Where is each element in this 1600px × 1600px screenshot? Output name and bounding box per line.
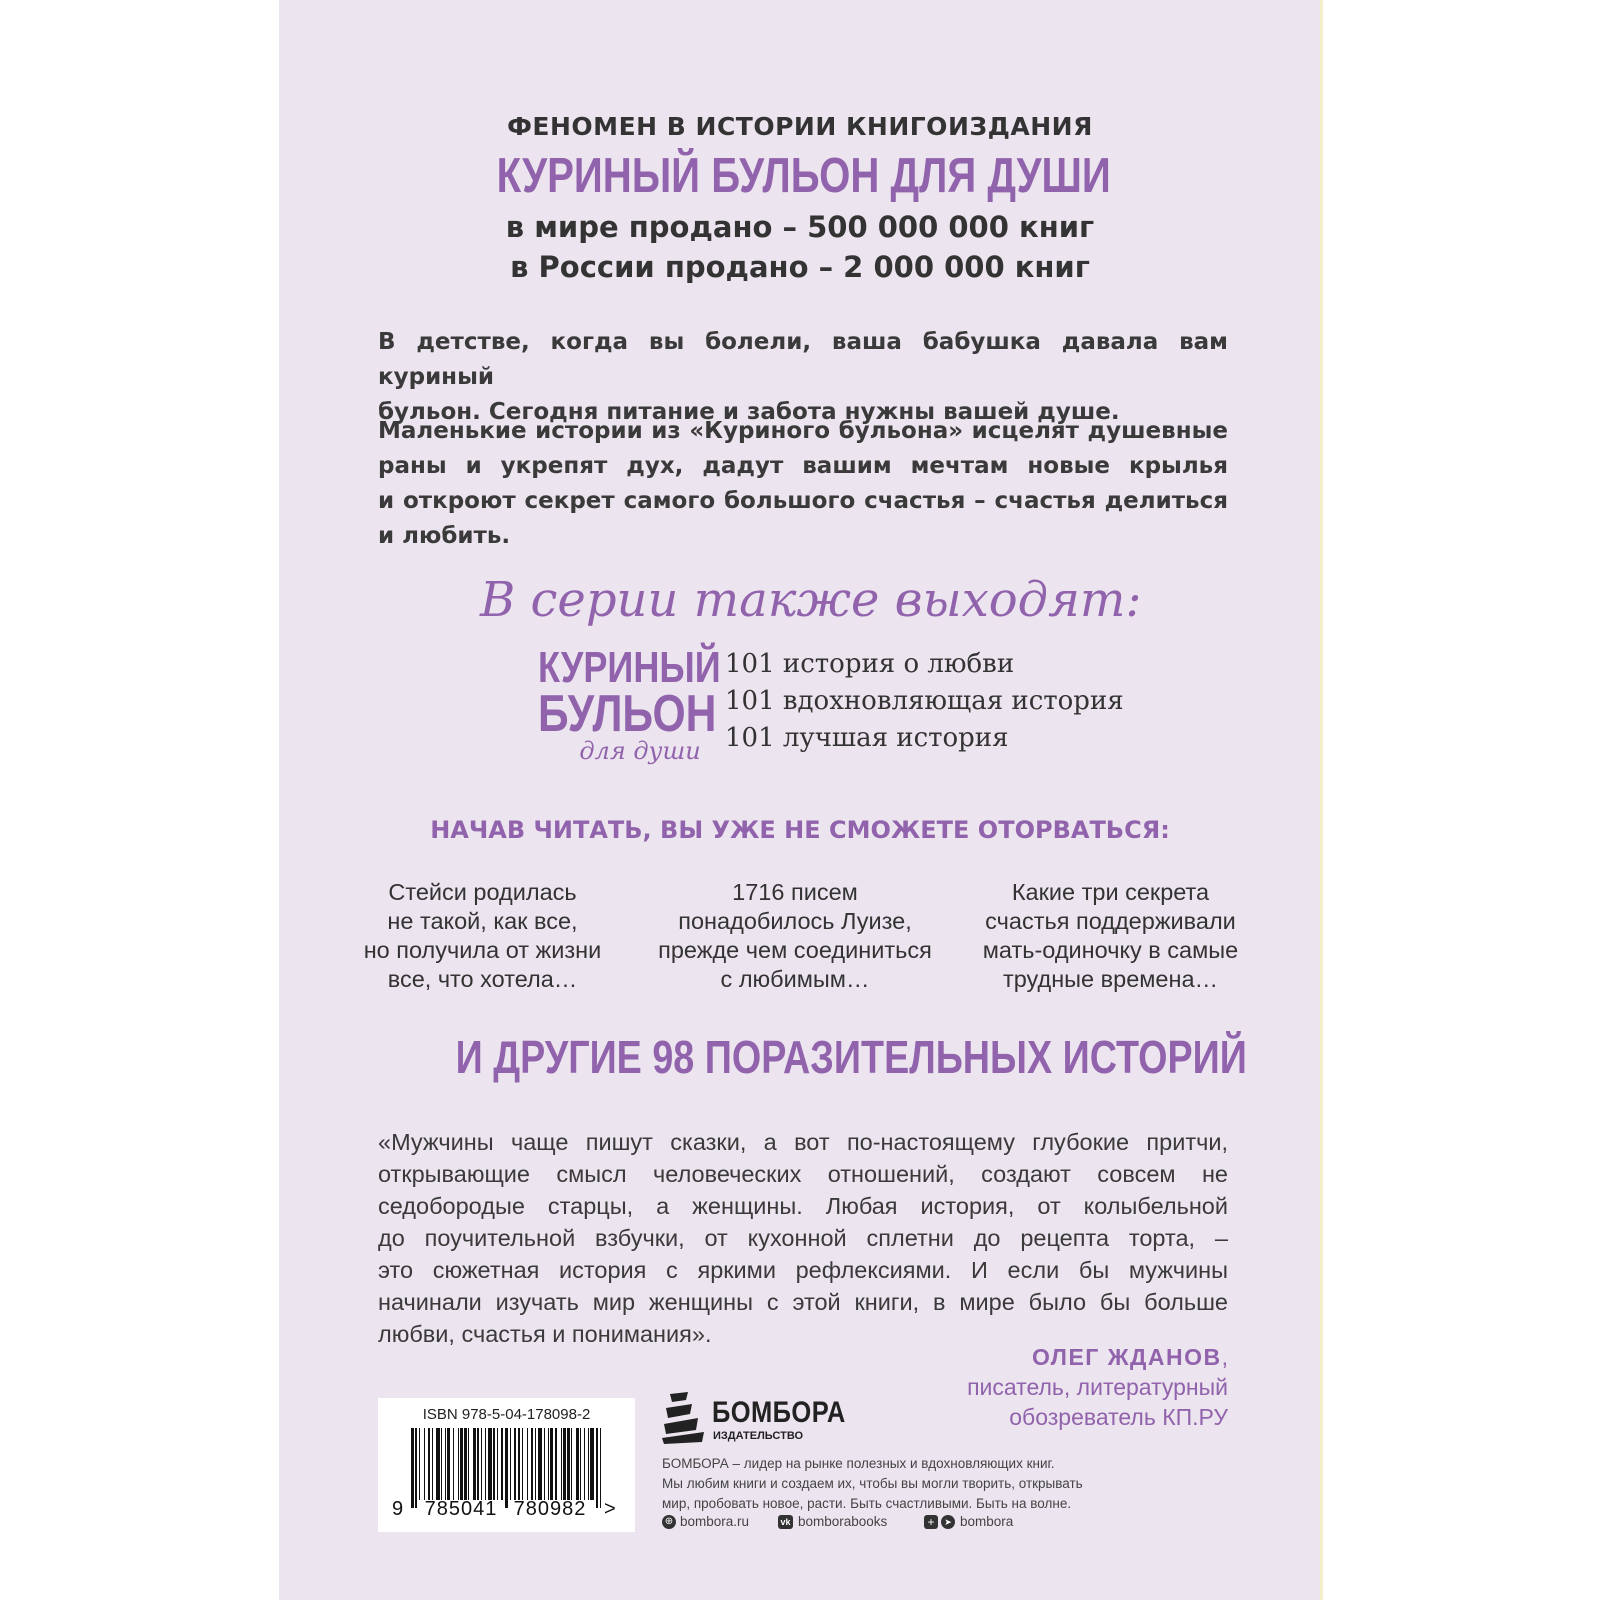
teaser-column-3 [968, 878, 1253, 994]
publisher-name: БОМБОРА [712, 1396, 846, 1429]
barcode-bar [481, 1428, 482, 1500]
barcode-bar [518, 1428, 521, 1500]
series-heading: В серии также выходят: [480, 572, 1142, 628]
barcode-bar [488, 1428, 492, 1500]
barcode-bar [441, 1428, 442, 1500]
publisher-about [662, 1454, 1142, 1514]
barcode-bar [415, 1428, 418, 1508]
quote-author-role: писатель, литературный [967, 1374, 1228, 1400]
barcode-bar [531, 1428, 534, 1500]
sold-russia: в России продано – 2 000 000 книг [510, 250, 1090, 284]
barcode-bar [505, 1428, 509, 1508]
barcode-bar [544, 1428, 545, 1500]
barcode-bar [468, 1428, 469, 1500]
vk-icon: vk [778, 1515, 793, 1529]
teaser-line: не такой, как все, [387, 908, 578, 934]
vk-link[interactable]: bomborabooks [798, 1514, 888, 1529]
barcode-bar [458, 1428, 459, 1500]
quote-line: седобородые старцы, а женщины. Любая история, от колыбельной [378, 1193, 1228, 1219]
series-book: 101 вдохновляющая история [725, 686, 1124, 716]
publisher-sub: ИЗДАТЕЛЬСТВО [713, 1430, 804, 1442]
teaser-line: понадобилось Луизе, [678, 908, 912, 934]
barcode-bar [538, 1428, 542, 1500]
barcode-bar [580, 1428, 581, 1500]
barcode-bar [522, 1428, 523, 1500]
barcode-digits-left: 785041 [424, 1498, 498, 1520]
teaser-line: с любимым… [720, 966, 870, 992]
barcode-bar [436, 1428, 440, 1500]
barcode-box [378, 1398, 635, 1532]
barcode-bar [590, 1428, 594, 1500]
barcode-bar [571, 1428, 572, 1500]
barcode-bar [485, 1428, 486, 1500]
barcode-bar [514, 1428, 517, 1500]
barcode-bar [527, 1428, 528, 1500]
teaser-column-2 [645, 878, 945, 994]
intro-line: бульон. Сегодня питание и забота нужны вашей душе. [378, 399, 1120, 425]
barcode-bar [453, 1428, 454, 1500]
barcode-digit-first: 9 [392, 1498, 404, 1520]
globe-icon: ⊕ [662, 1515, 676, 1529]
more-stories-heading: И ДРУГИЕ 98 ПОРАЗИТЕЛЬНЫХ ИСТОРИЙ [455, 1031, 1247, 1083]
quote-author-role: обозреватель КП.РУ [1009, 1404, 1228, 1430]
review-quote [378, 1126, 1228, 1350]
website-link[interactable]: bombora.ru [680, 1514, 750, 1529]
quote-line: открывающие смысл человеческих отношений, создают совсем не [378, 1161, 1228, 1187]
quote-author: ОЛЕГ ЖДАНОВ [1031, 1344, 1222, 1370]
phenomenon-heading: ФЕНОМЕН В ИСТОРИИ КНИГОИЗДАНИЯ [507, 112, 1093, 141]
barcode-bar [411, 1428, 414, 1508]
series-book: 101 лучшая история [725, 723, 1009, 753]
barcode-bar [535, 1428, 536, 1500]
barcode-arrow: > [604, 1498, 616, 1520]
plus-icon: + [924, 1515, 938, 1529]
telegram-link[interactable]: bombora [960, 1514, 1014, 1529]
quote-line: «Мужчины чаще пишут сказки, а вот по-настоящему глубокие притчи, [378, 1129, 1228, 1155]
barcode-bar [432, 1428, 433, 1500]
series-logo [520, 643, 721, 766]
quote-author-comma: , [1221, 1344, 1228, 1370]
barcode-bar [567, 1428, 570, 1500]
telegram-icon: ➤ [941, 1515, 955, 1529]
teaser-line: Стейси родилась [388, 879, 577, 905]
barcode-bars [411, 1428, 601, 1500]
teaser-line: мать-одиночку в самые [982, 937, 1239, 963]
cover-edge [1320, 0, 1323, 1600]
logo-line-1: КУРИНЫЙ [538, 643, 721, 692]
teaser-line: прежде чем соединиться [658, 937, 932, 963]
teaser-heading: НАЧАВ ЧИТАТЬ, ВЫ УЖЕ НЕ СМОЖЕТЕ ОТОРВАТЬСЯ: [430, 816, 1170, 844]
quote-line: до поучительной взбучки, от кухонной сплетни до рецепта торта, – [378, 1225, 1228, 1251]
intro-paragraph-2 [378, 414, 1228, 554]
teaser-line: счастья поддерживали [985, 908, 1236, 934]
barcode-bar [561, 1428, 562, 1500]
teaser-line: но получила от жизни [363, 937, 602, 963]
barcode-bar [550, 1428, 553, 1500]
barcode-bar [447, 1428, 450, 1500]
barcode-bar [563, 1428, 566, 1500]
intro-line: и любить. [378, 523, 511, 549]
teaser-line: Какие три секрета [1011, 879, 1210, 905]
barcode-bar [473, 1428, 476, 1500]
teaser-line: все, что хотела… [387, 966, 578, 992]
barcode-digits-right: 780982 [513, 1498, 587, 1520]
barcode-bar [548, 1428, 549, 1500]
barcode-bar [584, 1428, 585, 1500]
barcode-bar [419, 1428, 420, 1500]
barcode-bar [501, 1428, 504, 1500]
quote-attribution [820, 1342, 1228, 1432]
barcode-bar [596, 1428, 599, 1508]
barcode-bar [497, 1428, 498, 1500]
barcode-bar [464, 1428, 467, 1500]
sold-world: в мире продано – 500 000 000 книг [505, 210, 1095, 244]
quote-line: любви, счастья и понимания». [378, 1321, 712, 1347]
barcode-bar [510, 1428, 511, 1500]
barcode-bar [424, 1428, 425, 1500]
barcode-bar [600, 1428, 601, 1508]
quote-line: это сюжетная история с яркими рефлексиями. И если бы мужчины [378, 1257, 1228, 1283]
intro-line: и откроют секрет самого большого счастья – счастья делиться [378, 488, 1228, 514]
series-title: КУРИНЫЙ БУЛЬОН ДЛЯ ДУШИ [496, 149, 1111, 203]
publisher-links [662, 1512, 1122, 1534]
about-line: Мы любим книги и создаем их, чтобы вы могли творить, открывать [662, 1476, 1083, 1491]
intro-line: В детстве, когда вы болели, ваша бабушка давала вам куриный [378, 329, 1228, 390]
about-line: БОМБОРА – лидер на рынке полезных и вдохновляющих книг. [662, 1456, 1055, 1471]
logo-line-3: для души [579, 737, 701, 765]
about-line: мир, пробовать новое, расти. Быть счастливыми. Быть на волне. [662, 1496, 1072, 1511]
intro-line: Маленькие истории из «Куриного бульона» исцелят душевные [378, 418, 1228, 444]
barcode-bar [460, 1428, 463, 1500]
barcode-bar [555, 1428, 556, 1500]
teaser-column-1 [345, 878, 620, 994]
logo-line-2: БУЛЬОН [538, 685, 717, 743]
isbn-label: ISBN 978-5-04-178098-2 [422, 1406, 591, 1423]
barcode-bar [588, 1428, 589, 1500]
quote-line: начинали изучать мир женщины с этой книги, в мире было бы больше [378, 1289, 1228, 1315]
teaser-line: 1716 писем [732, 879, 858, 905]
barcode-bar [445, 1428, 446, 1500]
barcode-bar [428, 1428, 431, 1500]
barcode-bar [477, 1428, 478, 1500]
series-book-list [725, 646, 1145, 757]
intro-line: раны и укрепят дух, дадут вашим мечтам новые крылья [378, 453, 1228, 479]
teaser-line: трудные времена… [1002, 966, 1219, 992]
series-book: 101 история о любви [725, 649, 1015, 679]
barcode-bar [493, 1428, 496, 1500]
barcode-bar [576, 1428, 579, 1500]
